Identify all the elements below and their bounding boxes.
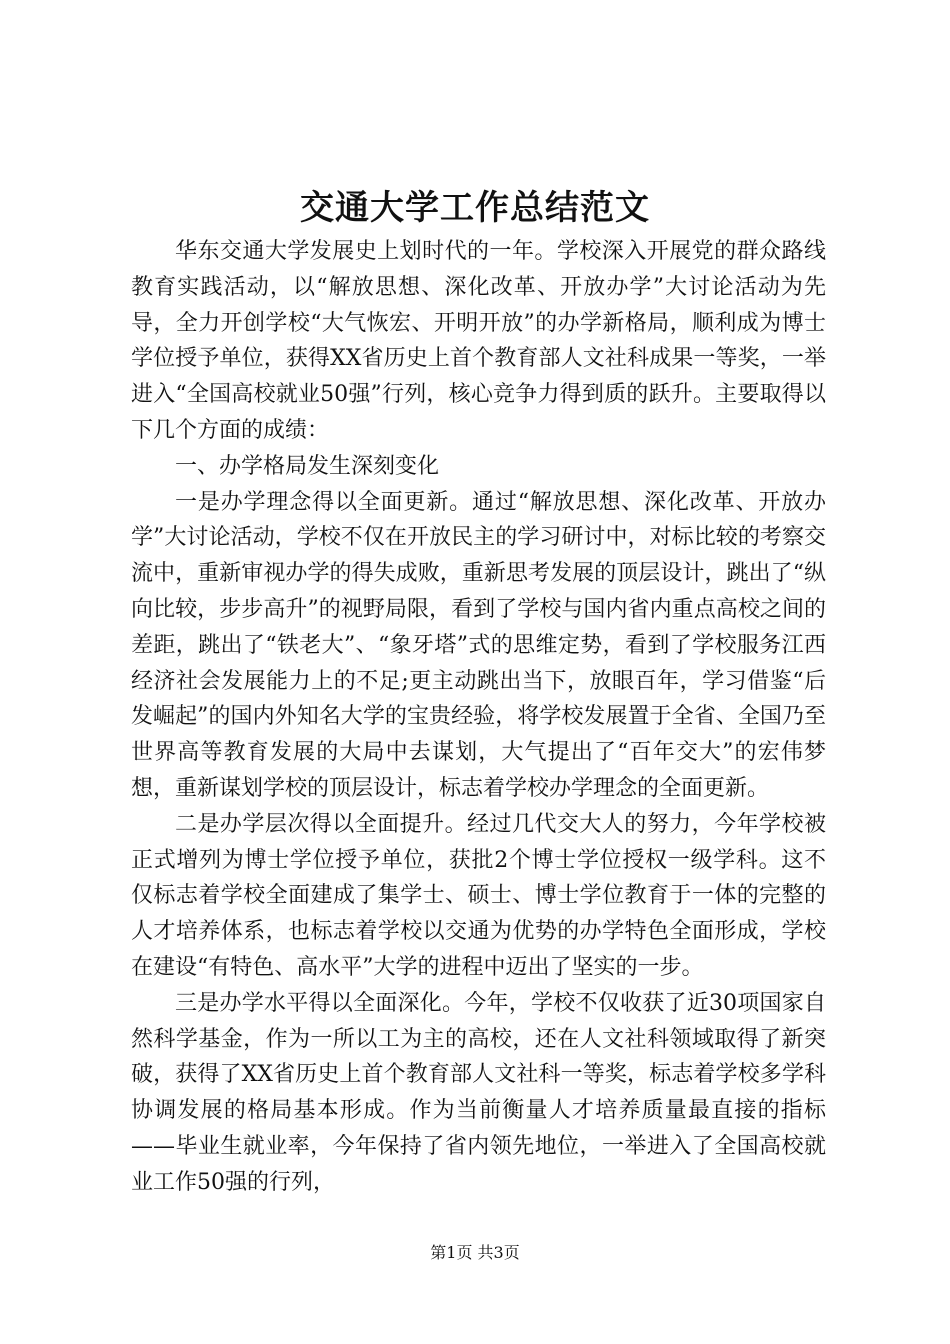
paragraph-point-2: 二是办学层次得以全面提升。经过几代交大人的努力，今年学校被正式增列为博士学位授予单位，获批2个博士学位授权一级学科。这不仅标志着学校全面建成了集学士、硕士、博士学位教育于一体的完整的人才培养体系，也标志着学校以交通为优势的办学特色全面形成，学校在建设“有特色、高水平”大学的进程中迈出了坚实的一步。 [131,811,826,980]
page-footer: 第1页 共3页 [430,1243,520,1262]
section-heading: 一、办学格局发生深刻变化 [175,453,440,479]
paragraph-point-3: 三是办学水平得以全面深化。今年，学校不仅收获了近30项国家自然科学基金，作为一所以工为主的高校，还在人文社科领域取得了新突破，获得了XX省历史上首个教育部人文社科一等奖，标志着学校多学科协调发展的格局基本形成。作为当前衡量人才培养质量最直接的指标——毕业生就业率，今年保持了省内领先地位，一举进入了全国高校就业工作50强的行列， [131,990,826,1195]
document-body [131,234,826,1201]
paragraph-point-1: 一是办学理念得以全面更新。通过“解放思想、深化改革、开放办学”大讨论活动，学校不仅在开放民主的学习研讨中，对标比较的考察交流中，重新审视办学的得失成败，重新思考发展的顶层设计，跳出了“纵向比较，步步高升”的视野局限，看到了学校与国内省内重点高校之间的差距，跳出了“铁老大”、“象牙塔”式的思维定势，看到了学校服务江西经济社会发展能力上的不足;更主动跳出当下，放眼百年，学习借鉴“后发崛起”的国内外知名大学的宝贵经验，将学校发展置于全省、全国乃至世界高等教育发展的大局中去谋划，大气提出了“百年交大”的宏伟梦想，重新谋划学校的顶层设计，标志着学校办学理念的全面更新。 [131,489,826,801]
document-title: 交通大学工作总结范文 [300,188,650,228]
paragraph-intro: 华东交通大学发展史上划时代的一年。学校深入开展党的群众路线教育实践活动，以“解放思想、深化改革、开放办学”大讨论活动为先导，全力开创学校“大气恢宏、开明开放”的办学新格局，顺利成为博士学位授予单位，获得XX省历史上首个教育部人文社科成果一等奖，一举进入“全国高校就业50强”行列，核心竞争力得到质的跃升。主要取得以下几个方面的成绩： [131,239,826,443]
